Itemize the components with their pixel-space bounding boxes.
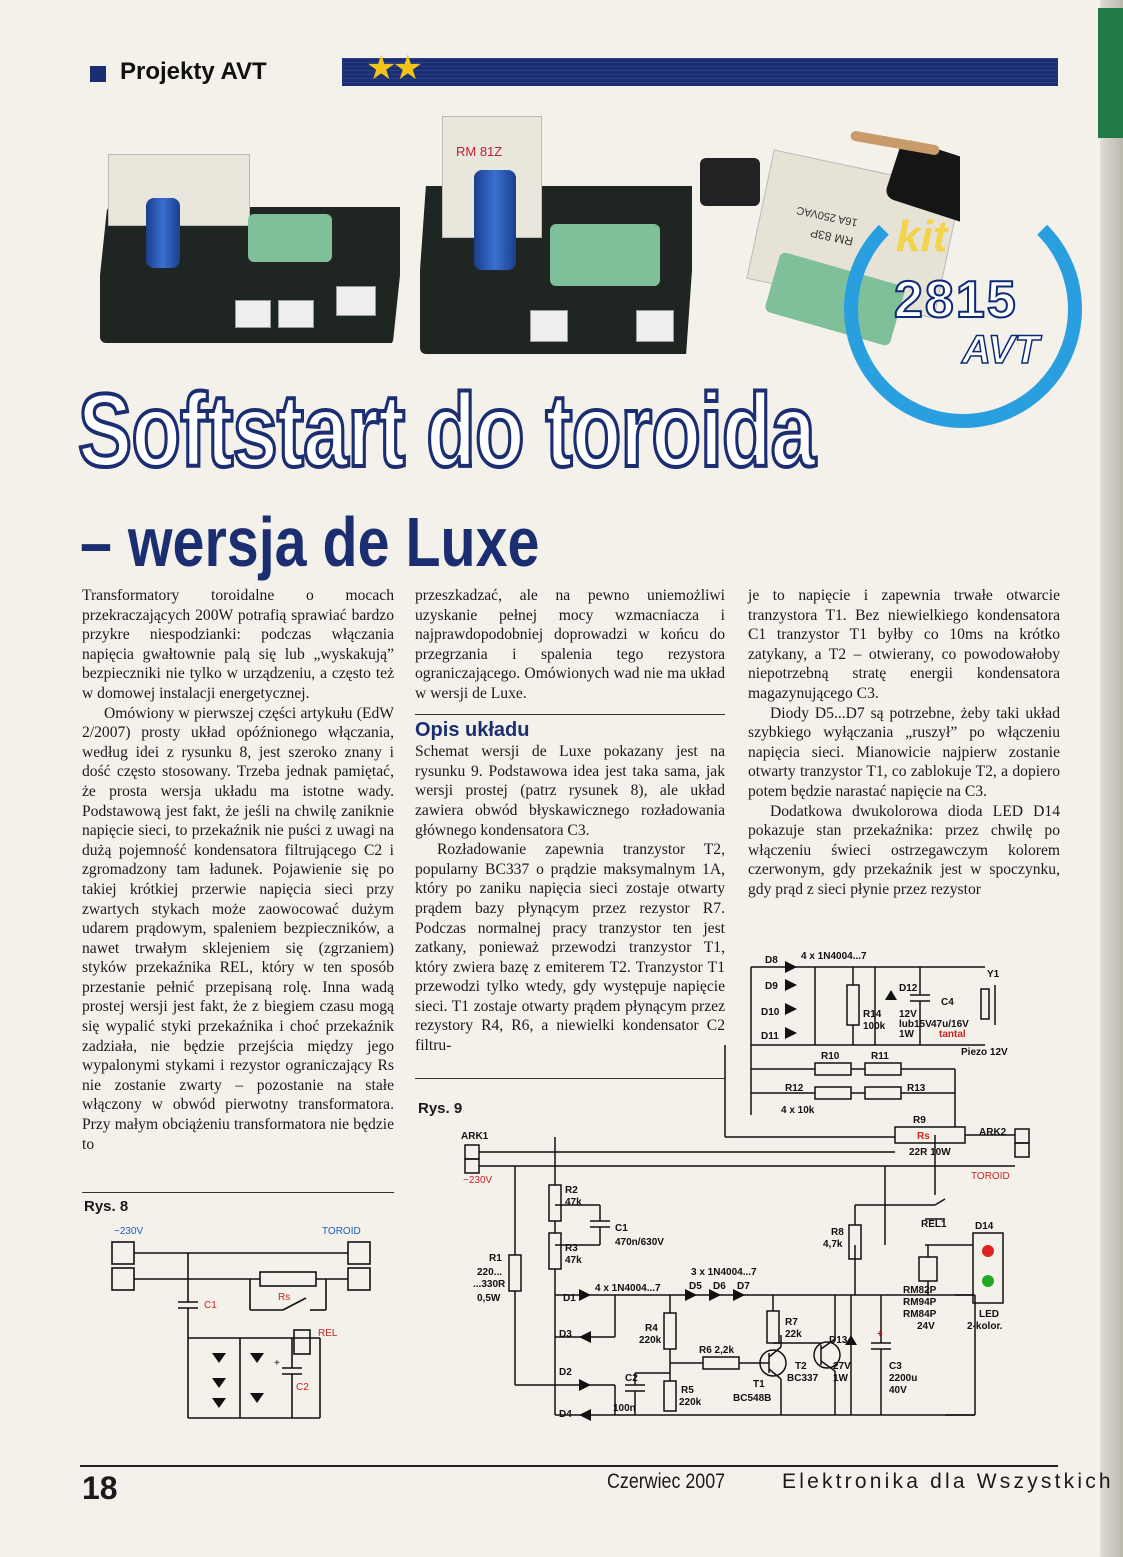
ark1-label: ARK1 — [461, 1131, 489, 1142]
r9-label: R9 — [913, 1115, 926, 1126]
fig8-plus: + — [274, 1358, 280, 1369]
header-square-icon — [90, 66, 106, 82]
fig8-c1-label: C1 — [204, 1300, 217, 1311]
r11-label: R11 — [871, 1051, 889, 1062]
r2-label: R2 — [565, 1185, 578, 1196]
r7-label: R7 — [785, 1317, 798, 1328]
page-edge-tab — [1098, 8, 1123, 138]
photo-board-1 — [100, 148, 400, 343]
section-heading: Opis układu — [415, 718, 530, 741]
kit-number: 2815 — [894, 271, 1018, 329]
r13-label: R13 — [907, 1083, 926, 1094]
d13-power: 1W — [833, 1373, 848, 1384]
d12-power: 1W — [899, 1029, 914, 1040]
c1-label: C1 — [615, 1223, 628, 1234]
d13-label: D13 — [829, 1335, 848, 1346]
mains-label: ~230V — [463, 1175, 493, 1186]
r4-value: 220k — [639, 1335, 662, 1346]
c3-plus: + — [877, 1329, 883, 1340]
d1-label: D1 — [563, 1293, 576, 1304]
issue-date: Czerwiec 2007 — [607, 1470, 726, 1493]
paragraph: Omówiony w pierwszej części artykułu (EdW 2/2007) prosty układ opóźnionego włączania, według idei z rysunku 8, jest szeroko znany i dość często stosowany. Trzeba jednak pamiętać, że prosta wersja układu ma istotne wady. Podstawową jest fakt, że jeśli na chwilę zaniknie napięcie sieci, to przekaźnik nie puści z uwagi na dużą pojemność kondensatora filtrującego C2 i zgromadzony tam ładunek. Pojawienie się po takiej krótkiej przerwie napięcia sieci przy zwartych stykach może zaowocować dużym udarem prądowym, spaleniem bezpieczników, a nawet trwałym sklejeniem się (zgrzaniem) styków przekaźnika REL, który w ten sposób przestanie pełnić przepisaną rolę. Inna wadą prostej wersji jest fakt, że z biegiem czasu mogą się wypalić styki przekaźnika i choć przekaźnik zadziała, nie będzie przejścia między jego wypalonymi stykami i rezystor ograniczający Rs nie zostanie zwarty – pozostanie na stałe włączony w obwód pierwotny transformatora. Przy małym obciążeniu transformatora nie będzie to — [82, 704, 394, 1153]
d5-label: D5 — [689, 1281, 702, 1292]
r12-label: R12 — [785, 1083, 804, 1094]
relay-type-3: RM84P — [903, 1309, 937, 1320]
y1-label: Y1 — [987, 969, 1000, 980]
relay-voltage: 24V — [917, 1321, 935, 1332]
fig8-rel-label: REL — [318, 1328, 338, 1339]
r14-label: R14 — [863, 1009, 882, 1020]
relay-type-1: RM82P — [903, 1285, 937, 1296]
d12-alt: lub15V — [899, 1019, 932, 1030]
t1-type: BC548B — [733, 1393, 772, 1404]
c2-value: 100n — [613, 1403, 636, 1414]
r9-value: 22R 10W — [909, 1147, 951, 1158]
paragraph: Dodatkowa dwukolorowa dioda LED D14 pokazuje stan przekaźnika: przez chwilę po włączeniu świeci ostrzegawczym kolorem czerwonym, gdy przekaźnik jest w spoczynku, gdy prąd z sieci płynie przez rezystor — [748, 802, 1060, 898]
piezo-label: Piezo 12V — [961, 1047, 1008, 1058]
r1-label: R1 — [489, 1253, 502, 1264]
c3-label: C3 — [889, 1361, 902, 1372]
d3-label: D3 — [559, 1329, 572, 1340]
r1-value-1: 220... — [477, 1267, 503, 1278]
fig8-mains-label: ~230V — [114, 1226, 144, 1237]
r5-label: R5 — [681, 1385, 694, 1396]
figure-8-schematic — [100, 1218, 390, 1438]
r1-value-2: ...330R — [473, 1279, 506, 1290]
t1-label: T1 — [753, 1379, 765, 1390]
led-type: 2-kolor. — [967, 1321, 1003, 1332]
toroid-label: TOROID — [971, 1171, 1010, 1182]
r7-value: 22k — [785, 1329, 802, 1340]
d12-label: D12 — [899, 983, 918, 994]
text-column-1 — [82, 586, 394, 1154]
relay-1-marking: RM 81Z — [456, 144, 503, 159]
d7-label: D7 — [737, 1281, 750, 1292]
article-subtitle: – wersja de Luxe — [80, 503, 540, 581]
kit-brand: AVT — [962, 328, 1040, 372]
d12-voltage: 12V — [899, 1009, 917, 1020]
r4-label: R4 — [645, 1323, 658, 1334]
d9-label: D9 — [765, 981, 778, 992]
d2-label: D2 — [559, 1367, 572, 1378]
figure-9-schematic — [455, 945, 1055, 1425]
figure-8-label: Rys. 8 — [84, 1198, 129, 1215]
relay-2-marking: RM 83P — [809, 225, 855, 249]
c2-label: C2 — [625, 1373, 638, 1384]
fig8-rs-label: Rs — [278, 1292, 291, 1303]
r3-label: R3 — [565, 1243, 578, 1254]
t2-label: T2 — [795, 1361, 807, 1372]
relay-type-2: RM94P — [903, 1297, 937, 1308]
d1-d4-label: 4 x 1N4004...7 — [595, 1283, 661, 1294]
fig8-c2-label: C2 — [296, 1382, 309, 1393]
relay-2-rating: 16A 250VAC — [795, 203, 859, 229]
r14-value: 100k — [863, 1021, 886, 1032]
rs-label: Rs — [917, 1131, 930, 1142]
d6-label: D6 — [713, 1281, 726, 1292]
fig8-toroid-label: TOROID — [322, 1226, 361, 1237]
divider — [82, 1192, 394, 1193]
led-label: LED — [979, 1309, 999, 1320]
d14-label: D14 — [975, 1221, 994, 1232]
page-number: 18 — [82, 1470, 118, 1506]
difficulty-stars-icon: ★★ — [366, 50, 419, 87]
d11-label: D11 — [761, 1031, 779, 1042]
divider — [415, 714, 725, 715]
paragraph: Schemat wersji de Luxe pokazany jest na rysunku 9. Podstawowa idea jest taka sama, jak wersji prostej (patrz rysunek 8), ale układ zawiera obwód błyskawicznego rozładowania głównego kondensatora C3. — [415, 743, 725, 839]
photo-board-2 — [420, 114, 692, 354]
r5-value: 220k — [679, 1397, 702, 1408]
section-header — [80, 52, 1058, 96]
c4-label: C4 — [941, 997, 954, 1008]
d10-label: D10 — [761, 1007, 780, 1018]
figure-9-label: Rys. 9 — [418, 1100, 463, 1117]
c4-type: tantal — [939, 1029, 966, 1040]
paragraph: je to napięcie i zapewnia trwałe otwarcie tranzystora T1. Bez niewielkiego kondensatora C1 tranzystor T1 byłby co 10ms na krótko zatykany, a T2 – otwierany, co powodowałoby niepotrzebną stratę energii kondensatora magazynującego C3. — [748, 587, 1060, 702]
r1-power: 0,5W — [477, 1293, 501, 1304]
d4-label: D4 — [559, 1409, 572, 1420]
r-group-label: 4 x 10k — [781, 1105, 815, 1116]
article-title: Softstart do toroida — [78, 373, 815, 489]
footer-rule — [80, 1465, 1058, 1467]
magazine-name: Elektronika dla Wszystkich — [782, 1470, 1114, 1493]
c4-value: 47u/16V — [931, 1019, 969, 1030]
text-column-3 — [748, 586, 1060, 900]
r3-value: 47k — [565, 1255, 582, 1266]
d13-voltage: 27V — [833, 1361, 851, 1372]
c3-value: 2200u — [889, 1373, 918, 1384]
c3-voltage: 40V — [889, 1385, 907, 1396]
header-stripe — [342, 58, 1058, 86]
r8-value: 4,7k — [823, 1239, 843, 1250]
paragraph: przeszkadzać, ale na pewno uniemożliwi uzyskanie pełnej mocy wzmacniacza i najprawdopodobniej doprowadzi w końcu do przegrzania i spalenia tego rezystora ograniczającego. Omówionych wad nie ma układ w wersji de Luxe. — [415, 587, 725, 702]
kit-badge-word: kit — [896, 212, 948, 261]
page-edge — [1100, 0, 1123, 1557]
d5-d7-label: 3 x 1N4004...7 — [691, 1267, 757, 1278]
d8-label: D8 — [765, 955, 778, 966]
rel1-label: REL1 — [921, 1219, 947, 1230]
paragraph: Rozładowanie zapewnia tranzystor T2, popularny BC337 o prądzie maksymalnym 1A, który po zaniku napięcia sieci zostaje otwarty prądem bazy płynącym przez rezystor R7. Podczas normalnej pracy tranzystor ten jest zatkany, ponieważ przewodzi tranzystor T1, który zwiera bazę z emiterem T2. Tranzystor T1 przewodzi tylko wtedy, gdy występuje napięcie sieci. T1 zostaje otwarty prądem płynącym przez rezystory R4, R6, a niewielki kondensator C2 filtru- — [415, 841, 725, 1055]
diodes-top-label: 4 x 1N4004...7 — [801, 951, 867, 962]
paragraph: Transformatory toroidalne o mocach przekraczających 200W potrafią sprawiać bardzo przykre niespodzianki: podczas włączania napięcia gwałtownie palą się lub „wyskakują” bezpieczniki nie tylko w urządzeniu, a często też w domowej instalacji energetycznej. — [82, 587, 394, 702]
ark2-label: ARK2 — [979, 1127, 1007, 1138]
paragraph: Diody D5...D7 są potrzebne, żeby taki układ szybkiego wyłączania „ruszył” po włączeniu napięcia sieci. Mianowicie najpierw zostanie otwarty tranzystor T1, co zablokuje T2, a dopiero potem będzie narastać napięcie na C3. — [748, 704, 1060, 800]
r8-label: R8 — [831, 1227, 844, 1238]
r2-value: 47k — [565, 1197, 582, 1208]
r6-label: R6 2,2k — [699, 1345, 735, 1356]
t2-type: BC337 — [787, 1373, 819, 1384]
r10-label: R10 — [821, 1051, 840, 1062]
c1-value: 470n/630V — [615, 1237, 664, 1248]
section-title: Projekty AVT — [120, 58, 267, 85]
